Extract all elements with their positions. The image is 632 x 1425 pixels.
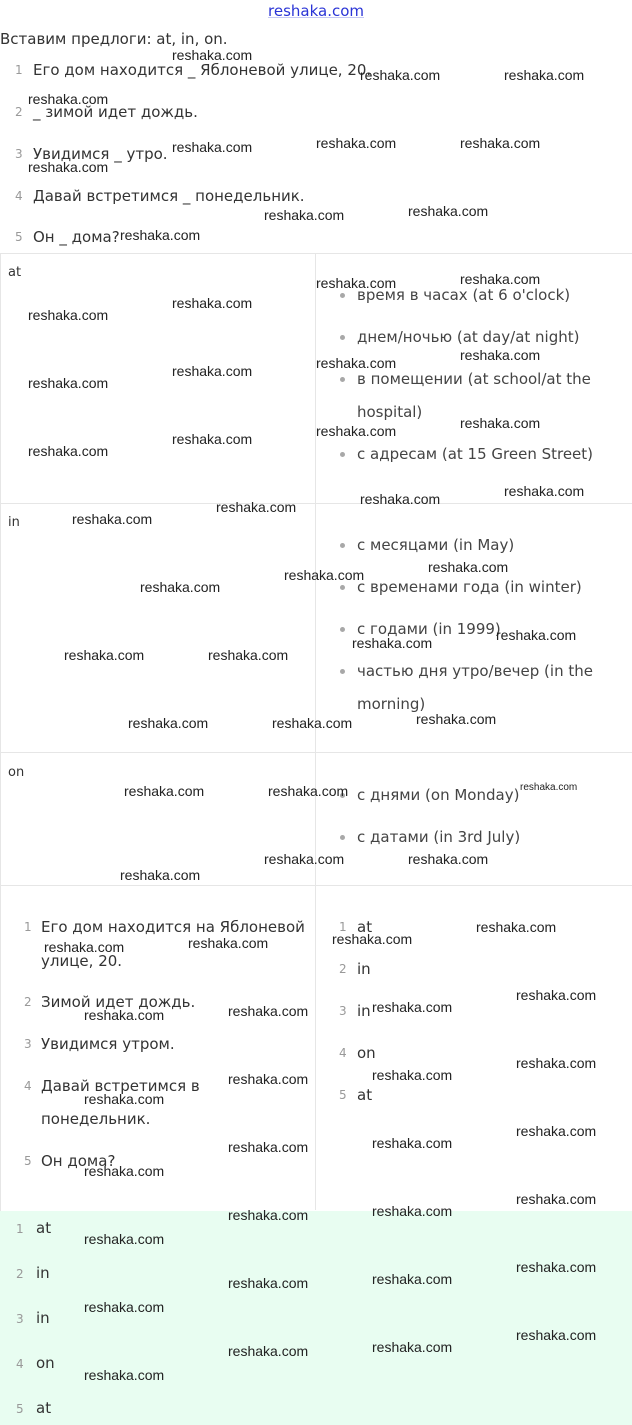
bullet-icon	[340, 452, 345, 457]
watermark: reshaka.com	[504, 67, 585, 83]
watermark: reshaka.com	[460, 415, 541, 431]
preposition-label: at	[8, 265, 22, 280]
watermark: reshaka.com	[84, 1091, 165, 1107]
column-divider	[315, 254, 316, 1210]
watermark: reshaka.com	[28, 159, 109, 175]
answer: on	[357, 1044, 376, 1062]
answered-sentence: Зимой идет дождь.	[41, 993, 196, 1011]
watermark: reshaka.com	[84, 1231, 165, 1247]
watermark: reshaka.com	[128, 715, 209, 731]
rule-item: время в часах (at 6 o'clock)	[357, 286, 571, 304]
watermark: reshaka.com	[372, 1203, 453, 1219]
watermark: reshaka.com	[216, 499, 297, 515]
rule-item: с адресам (at 15 Green Street)	[357, 445, 594, 463]
rule-item: с месяцами (in May)	[357, 536, 515, 554]
bullet-icon	[340, 585, 345, 590]
watermark: reshaka.com	[120, 867, 201, 883]
item-number: 1	[339, 920, 347, 934]
watermark: reshaka.com	[228, 1139, 309, 1155]
watermark: reshaka.com	[228, 1275, 309, 1291]
bullet-icon	[340, 377, 345, 382]
watermark: reshaka.com	[44, 939, 125, 955]
item-number: 4	[15, 189, 23, 203]
rule-item: с годами (in 1999)	[357, 620, 501, 638]
answered-sentence: Его дом находится на Яблоневой	[41, 918, 305, 936]
exercise-sentence: Он _ дома?	[33, 228, 120, 246]
item-number: 5	[24, 1154, 32, 1168]
answer: in	[357, 1002, 371, 1020]
watermark: reshaka.com	[72, 511, 153, 527]
watermark: reshaka.com	[408, 203, 489, 219]
item-number: 5	[16, 1402, 24, 1416]
answered-sentence-continuation: понедельник.	[41, 1110, 151, 1128]
watermark: reshaka.com	[172, 47, 253, 63]
watermark: reshaka.com	[476, 919, 557, 935]
watermark: reshaka.com	[520, 782, 578, 793]
watermark: reshaka.com	[460, 271, 541, 287]
watermark: reshaka.com	[372, 1339, 453, 1355]
watermark: reshaka.com	[124, 783, 205, 799]
watermark: reshaka.com	[228, 1207, 309, 1223]
bullet-icon	[340, 335, 345, 340]
rule-item: с днями (on Monday)	[357, 786, 520, 804]
watermark: reshaka.com	[460, 135, 541, 151]
watermark: reshaka.com	[372, 1271, 453, 1287]
final-answer: at	[36, 1219, 52, 1237]
item-number: 3	[15, 147, 23, 161]
bullet-icon	[340, 835, 345, 840]
rule-item: частью дня утро/вечер (in the	[357, 662, 593, 680]
row-divider	[0, 503, 632, 504]
row-divider	[0, 752, 632, 753]
watermark: reshaka.com	[416, 711, 497, 727]
item-number: 1	[15, 63, 23, 77]
answered-sentence-continuation: улице, 20.	[41, 952, 123, 970]
item-number: 2	[15, 105, 23, 119]
watermark: reshaka.com	[228, 1003, 309, 1019]
answered-sentence: Он дома?	[41, 1152, 116, 1170]
answer: at	[357, 1086, 373, 1104]
rule-item: днем/ночью (at day/at night)	[357, 328, 580, 346]
final-answer: on	[36, 1354, 55, 1372]
watermark: reshaka.com	[28, 443, 109, 459]
item-number: 5	[15, 230, 23, 244]
item-number: 2	[339, 962, 347, 976]
preposition-label: in	[8, 515, 20, 530]
item-number: 2	[16, 1267, 24, 1281]
item-number: 4	[339, 1046, 347, 1060]
watermark: reshaka.com	[352, 635, 433, 651]
item-number: 2	[24, 995, 32, 1009]
exercise-sentence: Увидимся _ утро.	[33, 145, 168, 163]
watermark: reshaka.com	[28, 307, 109, 323]
rule-item: с временами года (in winter)	[357, 578, 582, 596]
watermark: reshaka.com	[504, 483, 585, 499]
final-answer: at	[36, 1399, 52, 1417]
watermark: reshaka.com	[264, 207, 345, 223]
watermark: reshaka.com	[272, 715, 353, 731]
exercise-title: Вставим предлоги: at, in, on.	[0, 30, 228, 48]
watermark: reshaka.com	[140, 579, 221, 595]
watermark: reshaka.com	[28, 91, 109, 107]
watermark: reshaka.com	[120, 227, 201, 243]
item-number: 3	[16, 1312, 24, 1326]
watermark: reshaka.com	[372, 1135, 453, 1151]
watermark: reshaka.com	[172, 363, 253, 379]
watermark: reshaka.com	[360, 67, 441, 83]
watermark: reshaka.com	[372, 999, 453, 1015]
watermark: reshaka.com	[264, 851, 345, 867]
watermark: reshaka.com	[284, 567, 365, 583]
item-number: 4	[24, 1079, 32, 1093]
answer: at	[357, 918, 373, 936]
watermark: reshaka.com	[228, 1343, 309, 1359]
site-link[interactable]: reshaka.com	[268, 2, 364, 20]
watermark: reshaka.com	[84, 1163, 165, 1179]
watermark: reshaka.com	[208, 647, 289, 663]
watermark: reshaka.com	[84, 1299, 165, 1315]
watermark: reshaka.com	[172, 139, 253, 155]
rule-item-continuation: morning)	[357, 695, 426, 713]
watermark: reshaka.com	[428, 559, 509, 575]
watermark: reshaka.com	[84, 1007, 165, 1023]
watermark: reshaka.com	[316, 355, 397, 371]
bullet-icon	[340, 293, 345, 298]
bullet-icon	[340, 669, 345, 674]
exercise-sentence: _ зимой идет дождь.	[33, 103, 198, 121]
watermark: reshaka.com	[172, 431, 253, 447]
item-number: 1	[16, 1222, 24, 1236]
exercise-sentence: Давай встретимся _ понедельник.	[33, 187, 305, 205]
watermark: reshaka.com	[228, 1071, 309, 1087]
watermark: reshaka.com	[28, 375, 109, 391]
item-number: 3	[24, 1037, 32, 1051]
watermark: reshaka.com	[268, 783, 349, 799]
rule-item-continuation: hospital)	[357, 403, 423, 421]
final-answer: in	[36, 1264, 50, 1282]
watermark: reshaka.com	[172, 295, 253, 311]
watermark: reshaka.com	[316, 135, 397, 151]
final-answer: in	[36, 1309, 50, 1327]
watermark: reshaka.com	[84, 1367, 165, 1383]
item-number: 3	[339, 1004, 347, 1018]
watermark: reshaka.com	[360, 491, 441, 507]
exercise-sentence: Его дом находится _ Яблоневой улице, 20.	[33, 61, 372, 79]
rule-item: с датами (in 3rd July)	[357, 828, 521, 846]
watermark: reshaka.com	[496, 627, 577, 643]
answer: in	[357, 960, 371, 978]
watermark: reshaka.com	[372, 1067, 453, 1083]
watermark: reshaka.com	[460, 347, 541, 363]
watermark: reshaka.com	[332, 931, 413, 947]
watermark: reshaka.com	[188, 935, 269, 951]
answered-sentence: Давай встретимся в	[41, 1077, 200, 1095]
item-number: 5	[339, 1088, 347, 1102]
preposition-label: on	[8, 765, 25, 780]
bullet-icon	[340, 627, 345, 632]
item-number: 1	[24, 920, 32, 934]
watermark: reshaka.com	[64, 647, 145, 663]
watermark: reshaka.com	[316, 423, 397, 439]
watermark: reshaka.com	[316, 275, 397, 291]
watermark: reshaka.com	[516, 1123, 597, 1139]
watermark: reshaka.com	[516, 987, 597, 1003]
bullet-icon	[340, 543, 345, 548]
rule-item: в помещении (at school/at the	[357, 370, 591, 388]
watermark: reshaka.com	[516, 1191, 597, 1207]
watermark: reshaka.com	[408, 851, 489, 867]
watermark: reshaka.com	[516, 1055, 597, 1071]
answered-sentence: Увидимся утром.	[41, 1035, 175, 1053]
item-number: 4	[16, 1357, 24, 1371]
watermark: reshaka.com	[516, 1327, 597, 1343]
row-divider	[0, 885, 632, 886]
watermark: reshaka.com	[516, 1259, 597, 1275]
